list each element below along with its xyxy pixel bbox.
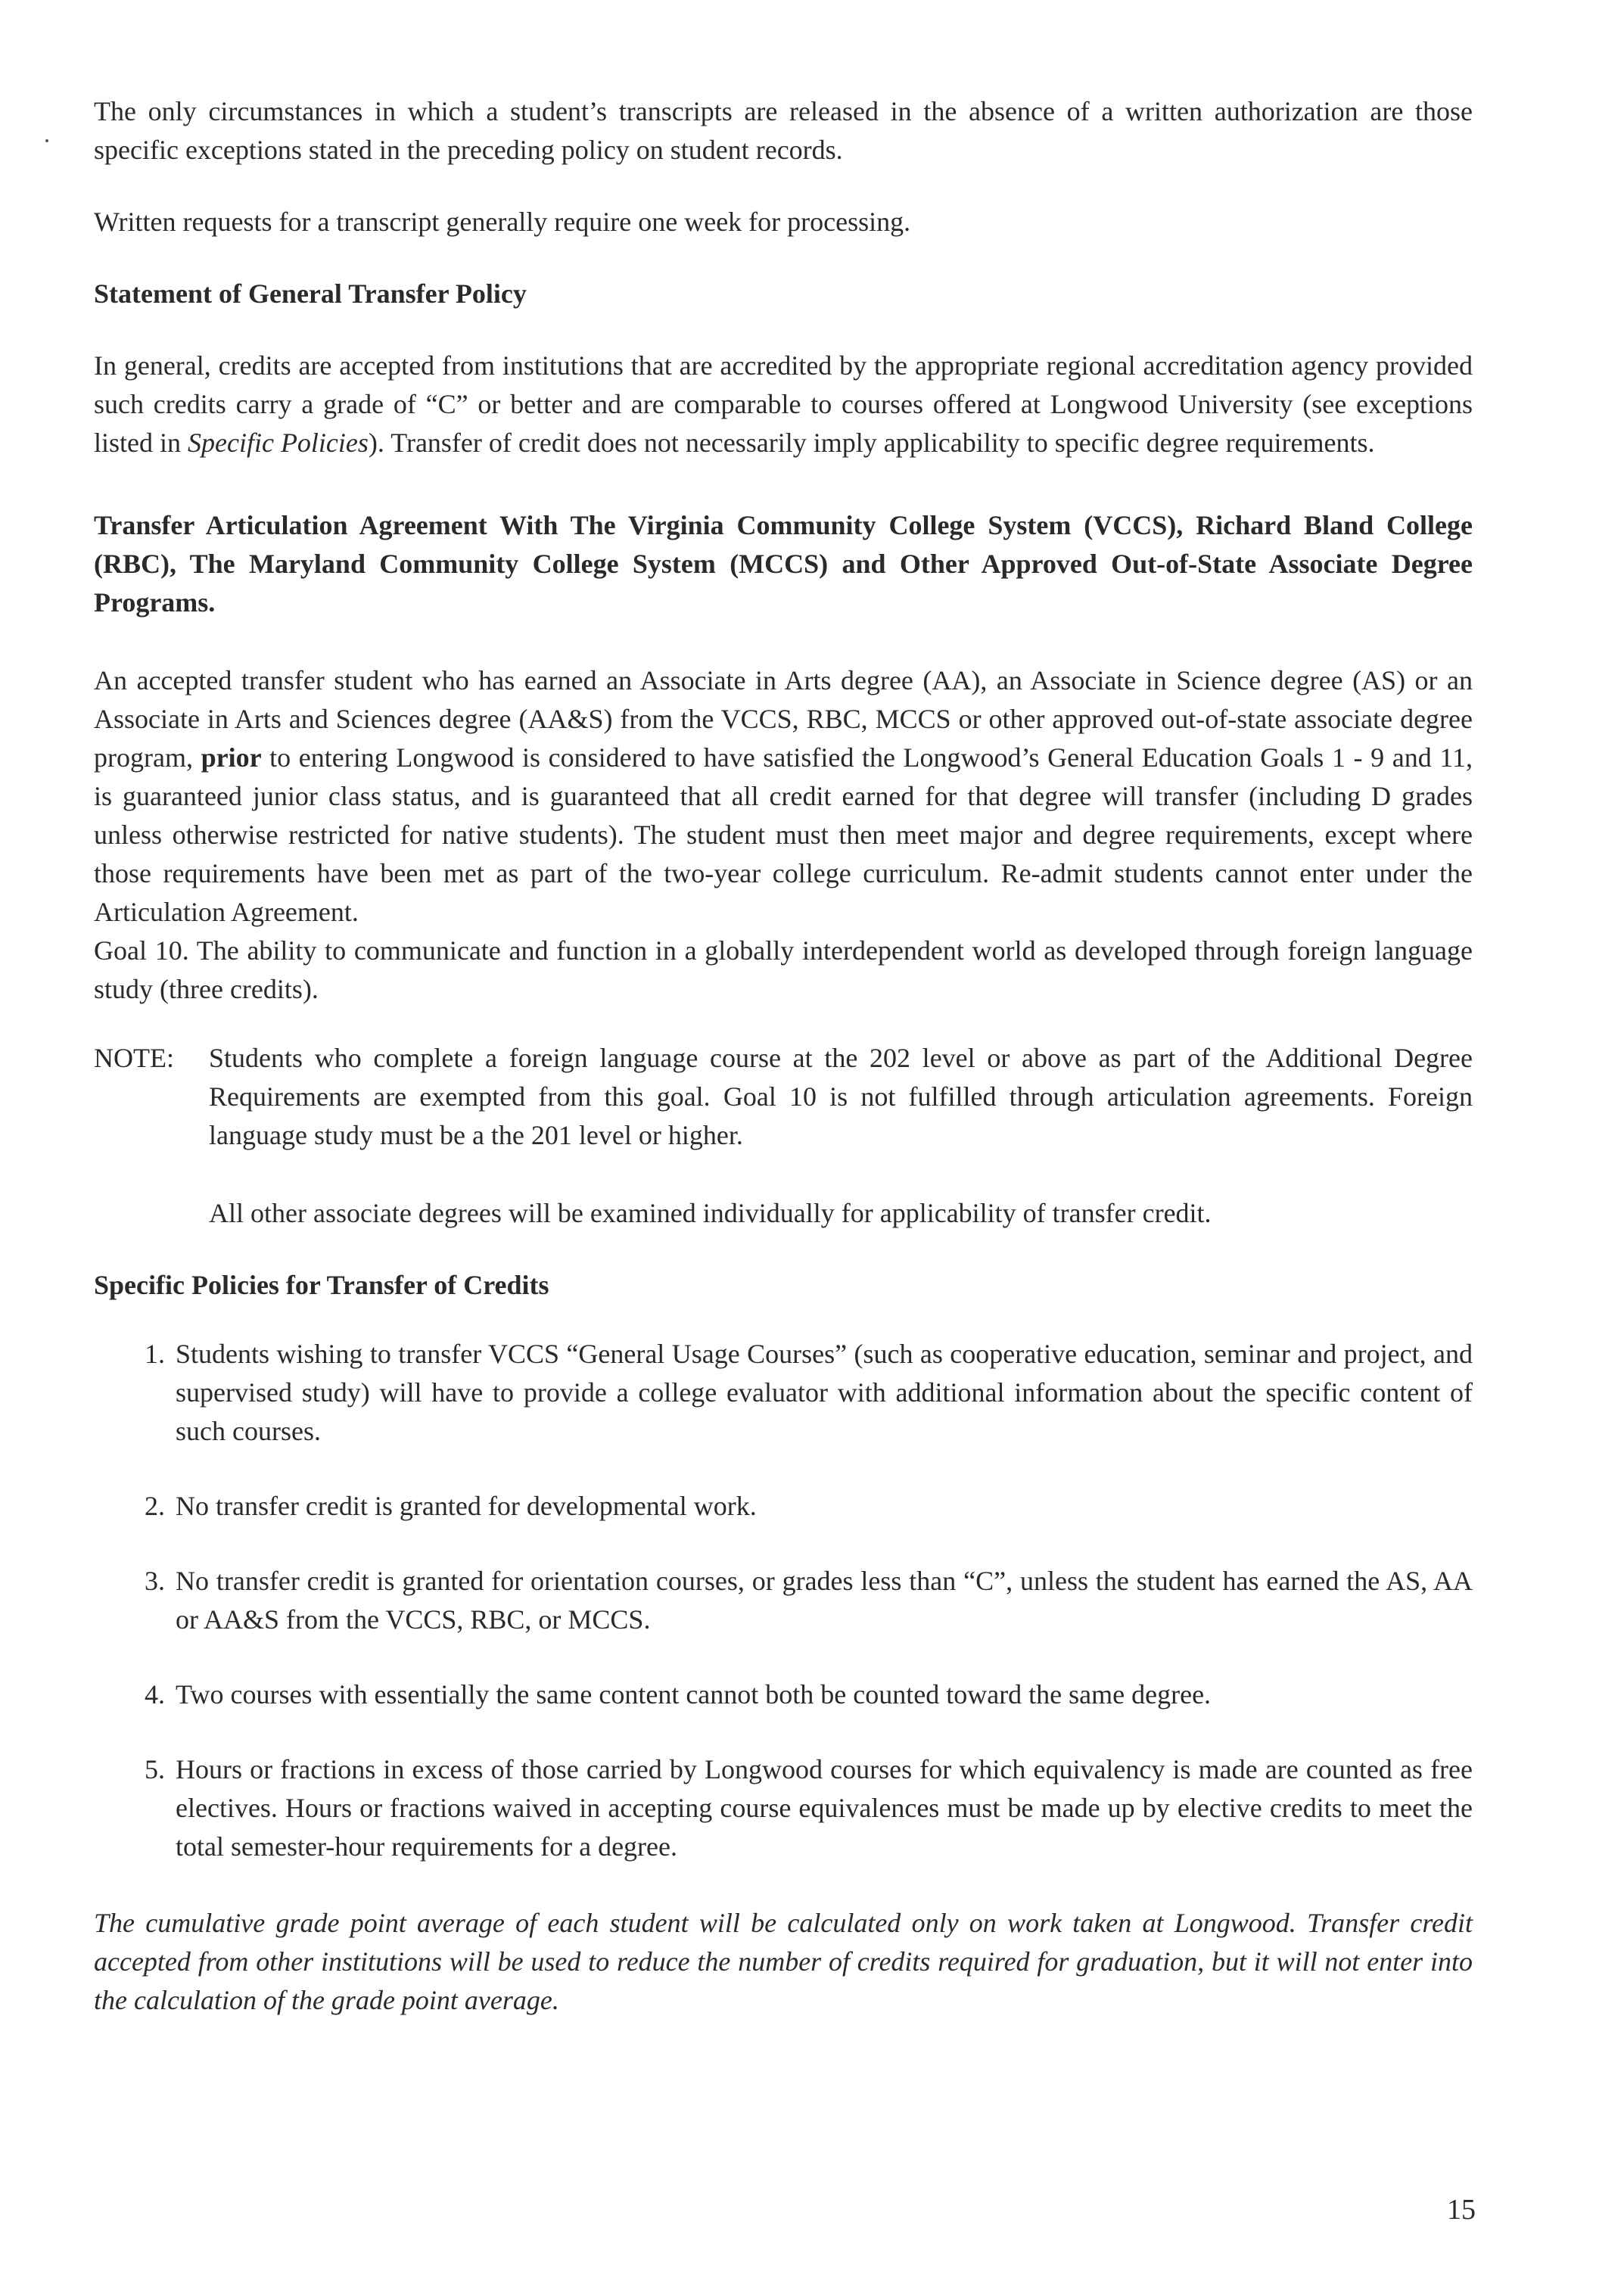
document-page bbox=[94, 92, 1473, 2020]
list-item-text: No transfer credit is granted for orientation courses, or grades less than “C”, unless the student has earned the AS, AA or AA&S from the VCCS, RBC, or MCCS. bbox=[176, 1566, 1473, 1635]
gpa-closing-statement: The cumulative grade point average of each student will be calculated only on work taken at Longwood. Transfer credit accepted from other institutions will be used to reduce the number of credits required for graduation, but it will not enter into the calculation of the grade point average. bbox=[94, 1908, 1473, 2015]
specific-policies-heading: Specific Policies for Transfer of Credits bbox=[94, 1270, 549, 1300]
scan-speck bbox=[45, 139, 48, 142]
list-item-text: Two courses with essentially the same content cannot both be counted toward the same degree. bbox=[176, 1679, 1212, 1710]
general-policy-text-a: In general, credits are accepted from institutions that are accredited by the appropriate regional accreditation agency provided such credits carry a grade of “C” or better and are comparable to courses offered at Longwood University (see exceptions listed in bbox=[94, 350, 1473, 458]
goal-10-paragraph: Goal 10. The ability to communicate and function in a globally interdependent world as developed through foreign language study (three credits). bbox=[94, 935, 1473, 1004]
transcript-processing-paragraph: Written requests for a transcript generally require one week for processing. bbox=[94, 207, 911, 237]
list-item-text: Hours or fractions in excess of those carried by Longwood courses for which equivalency is made are counted as free electives. Hours or fractions waived in accepting course equivalences must be made up by elective credits to meet the total semester-hour requirements for a degree. bbox=[176, 1754, 1473, 1862]
note-text-other-degrees: All other associate degrees will be examined individually for applicability of transfer credit. bbox=[209, 1198, 1212, 1228]
note-label: NOTE: bbox=[94, 1043, 174, 1073]
general-transfer-policy-heading: Statement of General Transfer Policy bbox=[94, 278, 527, 309]
intro-paragraph: The only circumstances in which a student’s transcripts are released in the absence of a written authorization are those specific exceptions stated in the preceding policy on student records. bbox=[94, 96, 1473, 165]
list-item-number: 4. bbox=[145, 1679, 165, 1710]
list-item-number: 2. bbox=[145, 1491, 165, 1521]
general-policy-text-b: ). Transfer of credit does not necessarily imply applicability to specific degree requirements. bbox=[368, 428, 1375, 458]
articulation-paragraph bbox=[94, 661, 1473, 932]
specific-policies-reference: Specific Policies bbox=[188, 428, 369, 458]
articulation-agreement-heading: Transfer Articulation Agreement With The Virginia Community College System (VCCS), Richard Bland College (RBC), The Maryland Community College System (MCCS) and Other Approved Out-of-State Associate Degree Programs. bbox=[94, 510, 1473, 618]
page-number: 15 bbox=[1447, 2194, 1476, 2226]
specific-policies-list bbox=[94, 1335, 1473, 1866]
list-item bbox=[94, 1335, 1473, 1451]
general-transfer-policy-paragraph bbox=[94, 347, 1473, 462]
articulation-text-b: to entering Longwood is considered to have satisfied the Longwood’s General Education Goals 1 - 9 and 11, is guaranteed junior class status, and is guaranteed that all credit earned for that degree will transfer (including D grades unless otherwise restricted for native students). The student must then meet major and degree requirements, except where those requirements have been met as part of the two-year college curriculum. Re-admit students cannot enter under the Articulation Agreement. bbox=[94, 742, 1473, 927]
list-item-number: 3. bbox=[145, 1566, 165, 1596]
list-item-number: 5. bbox=[145, 1754, 165, 1784]
list-item-text: Students wishing to transfer VCCS “General Usage Courses” (such as cooperative education, seminar and project, and supervised study) will have to provide a college evaluator with additional information about the specific content of such courses. bbox=[176, 1339, 1473, 1446]
note-block bbox=[94, 1039, 1473, 1233]
note-text: Students who complete a foreign language course at the 202 level or above as part of the Additional Degree Requirements are exempted from this goal. Goal 10 is not fulfilled through articulation agreements. Foreign language study must be a the 201 level or higher. bbox=[209, 1043, 1473, 1150]
list-item bbox=[94, 1675, 1473, 1714]
list-item-text: No transfer credit is granted for developmental work. bbox=[176, 1491, 757, 1521]
list-item bbox=[94, 1750, 1473, 1866]
list-item bbox=[94, 1487, 1473, 1526]
articulation-text-a: An accepted transfer student who has earned an Associate in Arts degree (AA), an Associate in Science degree (AS) or an Associate in Arts and Sciences degree (AA&S) from the VCCS, RBC, MCCS or other approved out-of-state associate degree program, bbox=[94, 665, 1473, 773]
list-item bbox=[94, 1562, 1473, 1639]
note-body bbox=[209, 1039, 1473, 1233]
list-item-number: 1. bbox=[145, 1339, 165, 1369]
prior-emphasis: prior bbox=[201, 742, 262, 773]
